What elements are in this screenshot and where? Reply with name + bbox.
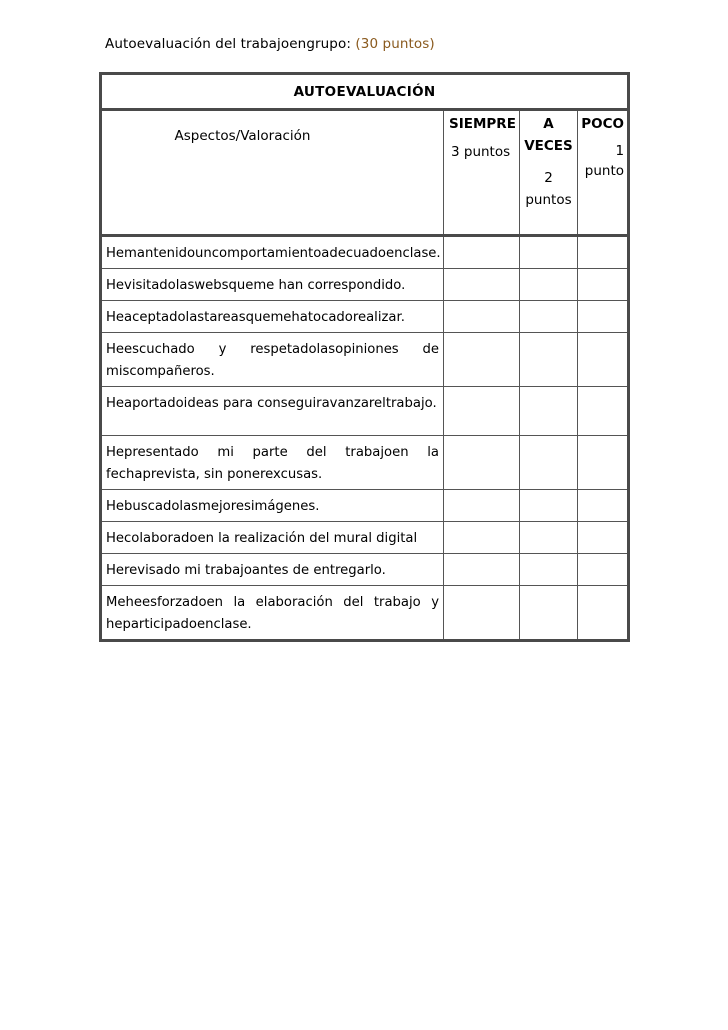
rating-cell-siempre[interactable] [444,436,520,490]
rating-cell-siempre[interactable] [444,269,520,301]
column-points-a-veces: 2 puntos [525,170,572,208]
rating-cell-poco[interactable] [578,269,629,301]
rating-cell-poco[interactable] [578,333,629,387]
rating-cell-siempre[interactable] [444,490,520,522]
rating-cell-poco[interactable] [578,490,629,522]
column-label-siempre: SIEMPRE [449,116,516,132]
rating-cell-a-veces[interactable] [520,333,578,387]
column-header-siempre [444,110,520,236]
rating-cell-poco[interactable] [578,387,629,436]
rating-cell-poco[interactable] [578,522,629,554]
rating-cell-a-veces[interactable] [520,269,578,301]
rating-cell-a-veces[interactable] [520,586,578,641]
self-evaluation-table [99,72,630,642]
column-points-poco: 1 punto [584,143,625,179]
rating-cell-a-veces[interactable] [520,236,578,269]
rating-cell-poco[interactable] [578,554,629,586]
rating-cell-siempre[interactable] [444,236,520,269]
rating-cell-siempre[interactable] [444,387,520,436]
table-row [101,333,629,387]
table-row [101,490,629,522]
table-row [101,387,629,436]
rating-cell-poco[interactable] [578,236,629,269]
table-row [101,554,629,586]
items-body [101,236,629,641]
column-points-siempre: 3 puntos [451,144,511,160]
rating-cell-siempre[interactable] [444,554,520,586]
column-label-poco: POCO [581,116,625,132]
rating-cell-poco[interactable] [578,301,629,333]
rating-cell-siempre[interactable] [444,301,520,333]
page-heading [105,36,435,52]
rating-cell-a-veces[interactable] [520,301,578,333]
table-title-row [101,74,629,110]
table-row [101,586,629,641]
table-row [101,522,629,554]
heading-points: (30 puntos) [355,36,435,52]
aspect-item: Hecolaboradoen la realización del mural digital [101,522,444,554]
table-row [101,301,629,333]
aspect-item: Heaceptadolastareasquemehatocadorealizar. [101,301,444,333]
rating-cell-siempre[interactable] [444,522,520,554]
column-label-a-veces: A VECES [524,116,573,154]
table-row [101,269,629,301]
aspect-item: Meheesforzadoen la elaboración del trabajo y heparticipadoenclase. [101,586,444,641]
aspect-item: Hebuscadolasmejoresimágenes. [101,490,444,522]
rating-cell-a-veces[interactable] [520,436,578,490]
rating-cell-poco[interactable] [578,436,629,490]
heading-text: Autoevaluación del trabajoengrupo: [105,36,351,52]
rating-cell-a-veces[interactable] [520,490,578,522]
rating-cell-a-veces[interactable] [520,387,578,436]
table-title: AUTOEVALUACIÓN [101,74,629,110]
aspect-item: Hemantenidouncomportamientoadecuadoenclase. [101,236,444,269]
rating-cell-poco[interactable] [578,586,629,641]
aspect-item: Hepresentado mi parte del trabajoen la fechaprevista, sin ponerexcusas. [101,436,444,490]
aspects-header: Aspectos/Valoración [101,110,444,236]
table-header-row [101,110,629,236]
aspect-item: Hevisitadolaswebsqueme han correspondido. [101,269,444,301]
rating-cell-siempre[interactable] [444,333,520,387]
aspect-item: Heescuchado y respetadolasopiniones de miscompañeros. [101,333,444,387]
aspect-item: Heaportadoideas para conseguiravanzareltrabajo. [101,387,444,436]
table-row [101,436,629,490]
rating-cell-siempre[interactable] [444,586,520,641]
column-header-poco [578,110,629,236]
table-row [101,236,629,269]
rating-cell-a-veces[interactable] [520,554,578,586]
column-header-a-veces [520,110,578,236]
rating-cell-a-veces[interactable] [520,522,578,554]
aspect-item: Herevisado mi trabajoantes de entregarlo. [101,554,444,586]
